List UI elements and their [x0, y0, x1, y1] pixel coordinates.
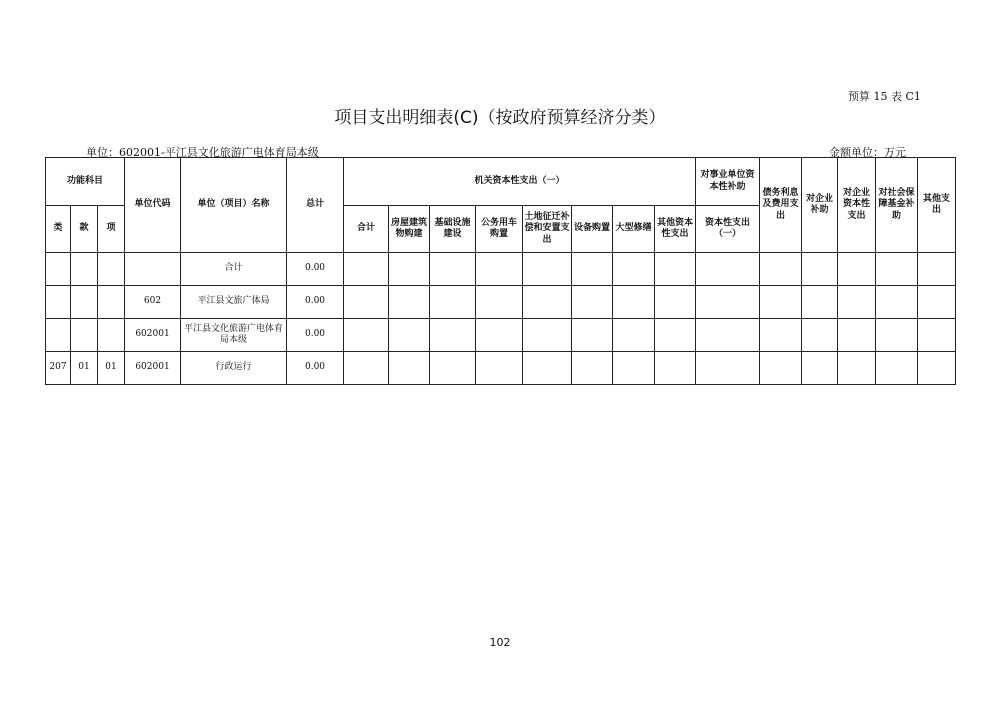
header-sub-other-capital: 其他资本性支出	[655, 206, 696, 253]
cell-empty	[802, 352, 838, 385]
cell-empty	[876, 352, 918, 385]
cell-empty	[523, 319, 572, 352]
cell-empty	[918, 253, 956, 286]
header-ent-capital: 对企业资本性支出	[838, 158, 876, 253]
cell-empty	[344, 253, 389, 286]
cell-empty	[802, 319, 838, 352]
header-xiang: 项	[98, 206, 125, 253]
cell-empty	[838, 286, 876, 319]
cell-empty	[760, 253, 802, 286]
header-row-1	[46, 158, 956, 206]
header-subsidy-sub: 资本性支出（一）	[696, 206, 760, 253]
cell-total: 0.00	[287, 253, 344, 286]
table-row	[46, 286, 956, 319]
cell-empty	[572, 352, 613, 385]
cell-empty	[523, 352, 572, 385]
cell-empty	[655, 319, 696, 352]
header-sub-repair: 大型修缮	[613, 206, 655, 253]
cell-empty	[389, 286, 430, 319]
cell-empty	[696, 352, 760, 385]
header-sub-total: 合计	[344, 206, 389, 253]
cell-total: 0.00	[287, 319, 344, 352]
cell-empty	[918, 286, 956, 319]
cell-empty	[838, 319, 876, 352]
header-ent-subsidy: 对企业补助	[802, 158, 838, 253]
page-number: 102	[489, 636, 511, 649]
header-sub-vehicle: 公务用车购置	[476, 206, 523, 253]
cell-unit-code: 602	[125, 286, 181, 319]
header-func-subject: 功能科目	[46, 158, 125, 206]
cell-empty	[476, 352, 523, 385]
header-unit-name: 单位（项目）名称	[181, 158, 287, 253]
page-title: 项目支出明细表(C)（按政府预算经济分类）	[334, 108, 666, 128]
cell-lei	[46, 319, 71, 352]
cell-empty	[696, 253, 760, 286]
header-subsidy-group: 对事业单位资本性补助	[696, 158, 760, 206]
cell-empty	[876, 253, 918, 286]
cell-empty	[523, 286, 572, 319]
cell-empty	[476, 319, 523, 352]
header-lei: 类	[46, 206, 71, 253]
cell-empty	[876, 319, 918, 352]
cell-unit-code: 602001	[125, 319, 181, 352]
table-row	[46, 319, 956, 352]
cell-empty	[760, 319, 802, 352]
cell-lei	[46, 253, 71, 286]
cell-empty	[655, 253, 696, 286]
cell-unit-code	[125, 253, 181, 286]
header-social: 对社会保障基金补助	[876, 158, 918, 253]
header-unit-code: 单位代码	[125, 158, 181, 253]
header-sub-infrastructure: 基础设施建设	[430, 206, 476, 253]
cell-empty	[344, 319, 389, 352]
table-row	[46, 352, 956, 385]
cell-lei	[46, 286, 71, 319]
cell-empty	[476, 253, 523, 286]
table-code: 预算 15 表 C1	[848, 90, 921, 103]
cell-empty	[572, 253, 613, 286]
cell-empty	[876, 286, 918, 319]
cell-xiang: 01	[98, 352, 125, 385]
header-debt: 债务利息及费用支出	[760, 158, 802, 253]
cell-lei: 207	[46, 352, 71, 385]
header-capital-group: 机关资本性支出（一）	[344, 158, 696, 206]
cell-empty	[760, 286, 802, 319]
header-sub-building: 房屋建筑物购建	[389, 206, 430, 253]
cell-empty	[696, 319, 760, 352]
cell-empty	[389, 253, 430, 286]
cell-empty	[838, 253, 876, 286]
header-other: 其他支出	[918, 158, 956, 253]
cell-unit-code: 602001	[125, 352, 181, 385]
header-total: 总计	[287, 158, 344, 253]
cell-total: 0.00	[287, 352, 344, 385]
cell-empty	[613, 319, 655, 352]
cell-xiang	[98, 319, 125, 352]
cell-empty	[655, 352, 696, 385]
expenditure-table	[45, 157, 956, 385]
cell-xiang	[98, 286, 125, 319]
cell-empty	[918, 319, 956, 352]
unit-label: 单位：602001-平江县文化旅游广电体育局本级	[86, 146, 319, 159]
cell-empty	[389, 319, 430, 352]
cell-empty	[838, 352, 876, 385]
header-sub-land: 土地征迁补偿和安置支出	[523, 206, 572, 253]
money-unit: 金额单位：万元	[829, 146, 906, 159]
cell-empty	[572, 319, 613, 352]
cell-empty	[655, 286, 696, 319]
cell-empty	[802, 253, 838, 286]
table-row	[46, 253, 956, 286]
cell-unit-name: 行政运行	[181, 352, 287, 385]
cell-kuan	[71, 286, 98, 319]
cell-empty	[430, 253, 476, 286]
cell-empty	[696, 286, 760, 319]
cell-unit-name: 合计	[181, 253, 287, 286]
cell-empty	[613, 286, 655, 319]
cell-total: 0.00	[287, 286, 344, 319]
cell-empty	[430, 286, 476, 319]
cell-empty	[918, 352, 956, 385]
cell-kuan	[71, 319, 98, 352]
cell-empty	[613, 352, 655, 385]
cell-unit-name: 平江县文化旅游广电体育局本级	[181, 319, 287, 352]
cell-empty	[802, 286, 838, 319]
cell-empty	[523, 253, 572, 286]
cell-kuan	[71, 253, 98, 286]
cell-empty	[430, 352, 476, 385]
cell-empty	[613, 253, 655, 286]
cell-empty	[430, 319, 476, 352]
cell-unit-name: 平江县文旅广体局	[181, 286, 287, 319]
cell-empty	[344, 352, 389, 385]
header-sub-equipment: 设备购置	[572, 206, 613, 253]
cell-kuan: 01	[71, 352, 98, 385]
cell-empty	[389, 352, 430, 385]
cell-empty	[344, 286, 389, 319]
cell-empty	[476, 286, 523, 319]
cell-empty	[572, 286, 613, 319]
cell-empty	[760, 352, 802, 385]
header-kuan: 款	[71, 206, 98, 253]
cell-xiang	[98, 253, 125, 286]
